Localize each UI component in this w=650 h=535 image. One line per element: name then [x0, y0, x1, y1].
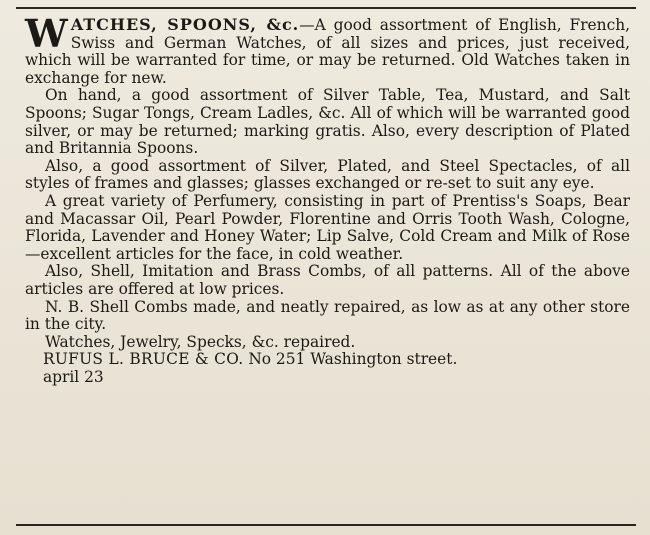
ad-date: april 23 [43, 367, 104, 386]
ad-opening-paragraph [25, 11, 630, 87]
ad-headline: ATCHES, SPOONS, &c. [70, 15, 300, 34]
top-column-rule [16, 7, 636, 9]
drop-cap-letter: W [25, 11, 67, 56]
ad-paragraph-spoons: On hand, a good assortment of Silver Table, Tea, Mustard, and Salt Spoons; Sugar Tongs, Cream Ladles, &c. All of which will be warranted good silver, or may be returned; marking gratis. Also, every description of Plated and Britannia Spoons. [25, 86, 630, 158]
ad-paragraph-spectacles: Also, a good assortment of Silver, Plated, and Steel Spectacles, of all styles of frames and glasses; glasses exchanged or re-set to suit any eye. [25, 156, 630, 193]
ad-paragraph-combs: Also, Shell, Imitation and Brass Combs, of all patterns. All of the above articles are offered at low prices. [25, 262, 630, 298]
ad-signature [25, 351, 630, 369]
ad-paragraph-nota-bene: N. B. Shell Combs made, and neatly repaired, as low as at any other store in the city. [25, 297, 630, 334]
bottom-column-rule [16, 524, 636, 526]
firm-address: No 251 Washington street. [248, 350, 458, 369]
watches-spoons-advertisement [25, 11, 630, 386]
ad-paragraph-perfumery: A great variety of Perfumery, consisting in part of Prentiss's Soaps, Bear and Macassar Oil, Pearl Powder, Florentine and Orris Tooth Wash, Cologne, Florida, Lavender and Honey Water; Lip Salve, Cold Cream and Milk of Rose—excellent articles for the face, in cold weather. [25, 191, 630, 263]
firm-name: RUFUS L. BRUCE & CO. [43, 350, 244, 369]
ad-paragraph-repairs: Watches, Jewelry, Specks, &c. repaired. [45, 332, 356, 351]
ad-intro-text: —A good assortment of English, French, Swiss and German Watches, of all sizes and prices, just received, which will be warranted for time, or may be returned. Old Watches taken in exchange for new. [25, 16, 630, 87]
